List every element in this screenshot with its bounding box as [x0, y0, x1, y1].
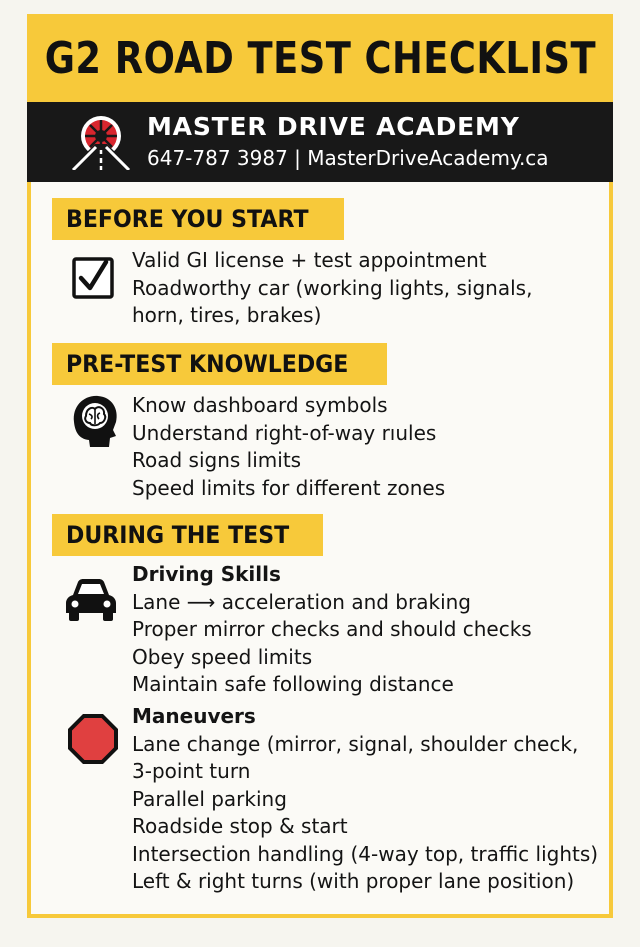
page-title: G2 ROAD TEST CHECKLIST [44, 32, 596, 84]
list-item: Obey speed limits [132, 644, 313, 669]
list-item: Road signs limits [132, 448, 302, 472]
list-item: Speed limits for different zones [132, 475, 446, 500]
list-item: Roadworthy car (working lights, signals, [132, 275, 533, 300]
list-item: 3-point turn [132, 759, 251, 783]
list-item: Valid GI license + test appointment [132, 248, 487, 272]
list-item: horn, tires, brakes) [132, 303, 322, 327]
list-item: Understand right-of-way rıules [132, 420, 437, 445]
stop-sign-icon [66, 712, 120, 766]
driving-skills-list [132, 561, 532, 699]
maneuvers-list [132, 703, 598, 896]
brand-name: MASTER DRIVE ACADEMY [147, 112, 520, 141]
group-title-maneuvers: Maneuvers [132, 704, 256, 728]
section-heading-during-the-test: DURING THE TEST [52, 514, 323, 556]
list-item: Lane change (mirror, signal, shoulder check, [132, 731, 579, 756]
section-heading-before-you-start: BEFORE YOU START [52, 198, 344, 240]
list-item: Parallel parking [132, 786, 287, 811]
road-logo-icon [69, 114, 133, 170]
group-title-driving-skills: Driving Skills [132, 562, 281, 586]
brand-bar [27, 102, 613, 182]
list-item: Maintain safe following distance [132, 672, 454, 696]
list-item: Lane ⟶ acceleration and braking [132, 589, 471, 614]
list-item: Proper mirror checks and should checks [132, 617, 532, 641]
brain-head-icon [66, 392, 122, 450]
title-bar [27, 14, 613, 102]
list-item: Know dashboard symbols [132, 393, 388, 417]
checkbox-icon [71, 254, 119, 300]
car-icon [63, 575, 119, 623]
list-item: Roadside stop & start [132, 814, 348, 838]
list-item: Intersection handling (4-way top, traffic lights) [132, 841, 599, 866]
section-heading-pre-test-knowledge: PRE-TEST KNOWLEDGE [52, 343, 387, 385]
brand-contact: 647-787 3987 | MasterDriveAcademy.ca [147, 146, 549, 170]
before-start-list [132, 247, 532, 330]
list-item: Left & right turns (with proper lane position) [132, 869, 575, 893]
pre-test-list [132, 392, 445, 502]
